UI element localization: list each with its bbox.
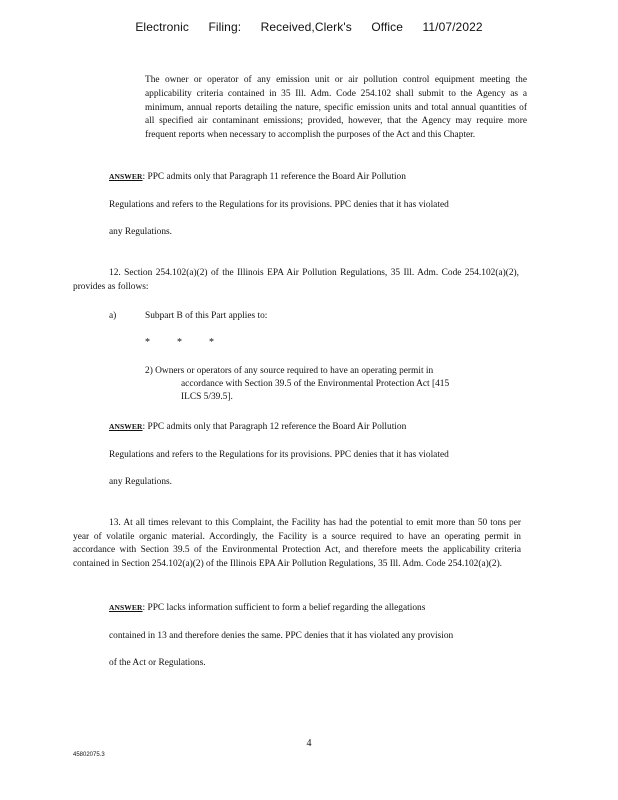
page-number: 4 [306,738,312,749]
star-1: * [145,337,150,348]
header-office: Office [371,20,404,34]
answer-13-line-2: contained in 13 and therefore denies the same. PPC denies that it has violated any provision [109,631,454,641]
subsection-2-line-2: accordance with Section 39.5 of the Environmental Protection Act [415 [181,379,450,389]
subsection-2-line-1: 2) Owners or operators of any source required to have an operating permit in [145,366,434,376]
paragraph-12 [73,267,519,294]
paragraph-13-number: 13. [109,518,121,528]
answer-12-text-1: : PPC admits only that Paragraph 12 reference the Board Air Pollution [142,422,407,432]
ellipsis-stars [145,337,241,348]
answer-13-line-3: of the Act or Regulations. [109,658,206,668]
regulation-quote-254-302: The owner or operator of any emission unit or air pollution control equipment meeting the applicability criteria contained in 35 Ill. Adm. Code 254.102 shall submit to the Agency as a minimum, annual reports detailing the nature, specific emission units and total annual quantities of all specified air contaminant emissions; provided, however, that the Agency may require more frequent reports when necessary to accomplish the purposes of the Act and this Chapter. [145,75,527,141]
star-3: * [209,337,214,348]
paragraph-13 [73,517,521,571]
subsection-a-text: Subpart B of this Part applies to: [145,311,268,321]
subsection-2-line-3: ILCS 5/39.5]. [181,392,233,402]
paragraph-12-text: Section 254.102(a)(2) of the Illinois EPA Air Pollution Regulations, 35 Ill. Adm. Code 254.102(a)(2), provides as follows: [73,268,520,292]
answer-12-line-2: Regulations and refers to the Regulations for its provisions. PPC denies that it has violated [109,450,449,460]
paragraph-12-number: 12. [109,268,121,278]
header-filing: Filing: [208,20,242,34]
answer-11-line-2: Regulations and refers to the Regulations for its provisions. PPC denies that it has violated [109,200,449,210]
answer-label: ANSWER [109,172,143,181]
document-id: 45802075.3 [73,752,105,758]
star-2: * [177,337,182,348]
paragraph-13-text: At all times relevant to this Complaint, the Facility has had the potential to emit more than 50 tons per year of volatile organic material. Accordingly, the Facility is a source required to have an operating permit in accordance with Section 39.5 of the Environmental Protection Act, and therefore meets the applicability criteria contained in Section 254.102(a)(2) of the Illinois EPA Air Pollution Regulations, 35 Ill. Adm. Code 254.102(a)(2). [73,518,521,569]
subsection-a-label: a) [109,311,117,321]
answer-label: ANSWER [109,422,143,431]
header-received: Received,Clerk's [260,20,352,34]
answer-12-line-1 [109,422,406,432]
answer-11-text-1: : PPC admits only that Paragraph 11 reference the Board Air Pollution [142,172,406,182]
answer-11-line-3: any Regulations. [109,227,173,237]
answer-13-line-1 [109,603,425,613]
header-electronic: Electronic [135,20,190,34]
filing-header [0,20,618,34]
answer-13-text-1: : PPC lacks information sufficient to form a belief regarding the allegations [142,603,426,613]
header-date: 11/07/2022 [422,20,483,34]
answer-12-line-3: any Regulations. [109,477,173,487]
answer-label: ANSWER [109,603,143,612]
answer-11-line-1 [109,172,406,182]
